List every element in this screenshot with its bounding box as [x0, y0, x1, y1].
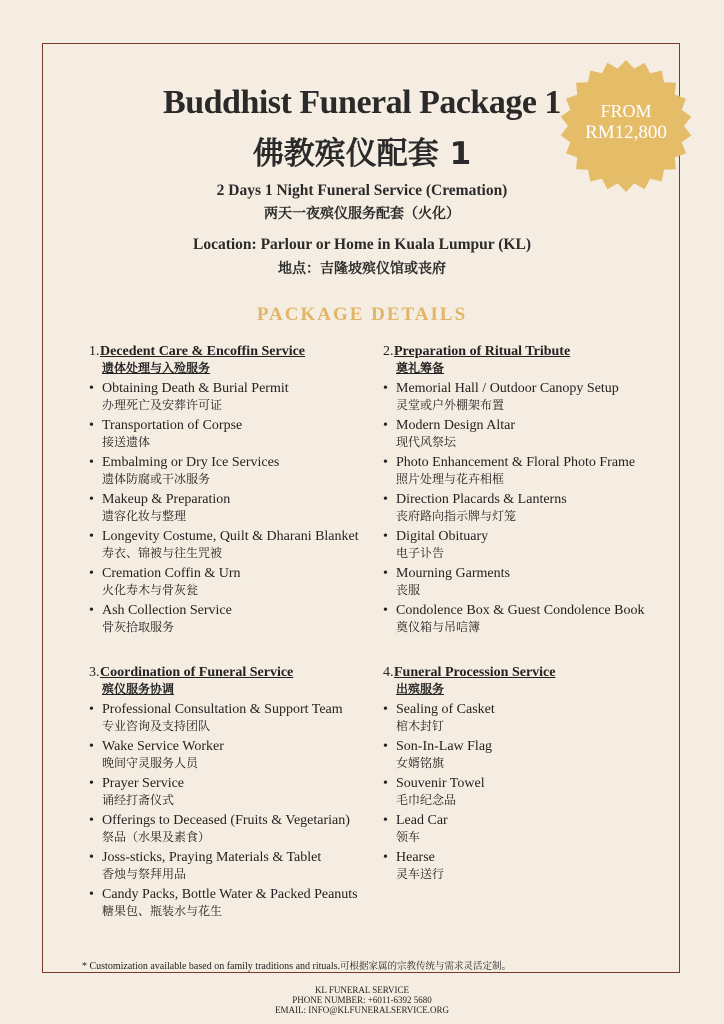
bullet-icon: •: [89, 455, 94, 470]
item-label-chinese: 毛巾纪念品: [396, 793, 457, 807]
item-label: Lead Car: [396, 813, 448, 828]
bullet-icon: •: [383, 850, 388, 865]
item-label: Obtaining Death & Burial Permit: [102, 381, 289, 396]
item-label-chinese: 香烛与祭拜用品: [102, 867, 187, 881]
bullet-icon: •: [89, 739, 94, 754]
section-number: 2.: [383, 344, 394, 359]
footer-company: KL FUNERAL SERVICE: [314, 985, 410, 995]
item-label: Direction Placards & Lanterns: [396, 492, 567, 507]
item-label: Offerings to Deceased (Fruits & Vegetarian): [102, 813, 350, 828]
item-label-chinese: 女婿铭旗: [396, 756, 445, 770]
list-item: [89, 775, 389, 809]
item-label: Joss-sticks, Praying Materials & Tablet: [102, 850, 322, 865]
bullet-icon: •: [383, 566, 388, 581]
section-items: [89, 701, 389, 920]
item-label: Prayer Service: [102, 776, 185, 791]
section-items: [89, 380, 389, 636]
bullet-icon: •: [383, 813, 388, 828]
bullet-icon: •: [383, 381, 388, 396]
item-label: Embalming or Dry Ice Services: [102, 455, 280, 470]
list-item: [383, 602, 683, 636]
section-heading: [89, 343, 389, 360]
section-title: Funeral Procession Service: [394, 665, 556, 680]
section-title-chinese: 奠礼筹备: [396, 361, 445, 375]
page-title: Buddhist Funeral Package 1: [163, 84, 561, 121]
list-item: [89, 849, 389, 883]
item-label: Photo Enhancement & Floral Photo Frame: [396, 455, 636, 470]
item-label-chinese: 骨灰拾取服务: [102, 620, 175, 634]
section-title-chinese: 遗体处理与入殓服务: [102, 361, 211, 375]
section-items: [383, 701, 683, 883]
bullet-icon: •: [383, 776, 388, 791]
location: Location: Parlour or Home in Kuala Lumpur (KL): [192, 236, 531, 253]
item-label-chinese: 寿衣、锦被与往生咒被: [102, 546, 223, 560]
item-label: Mourning Garments: [396, 566, 510, 581]
item-label-chinese: 专业咨询及支持团队: [102, 719, 211, 733]
section-ritual-tribute: [383, 343, 683, 636]
item-label: Souvenir Towel: [396, 776, 485, 791]
item-label-chinese: 火化寿木与骨灰瓮: [102, 583, 199, 597]
bullet-icon: •: [383, 492, 388, 507]
bullet-icon: •: [89, 566, 94, 581]
list-item: [383, 701, 683, 735]
list-item: [89, 565, 389, 599]
bullet-icon: •: [383, 529, 388, 544]
package-details-heading: PACKAGE DETAILS: [256, 304, 468, 325]
bullet-icon: •: [89, 850, 94, 865]
bullet-icon: •: [89, 381, 94, 396]
service-description-chinese: 两天一夜殡仪服务配套（火化）: [264, 206, 460, 222]
section-title: Decedent Care & Encoffin Service: [100, 344, 306, 359]
list-item: [89, 417, 389, 451]
item-label: Transportation of Corpse: [102, 418, 243, 433]
bullet-icon: •: [89, 529, 94, 544]
list-item: [89, 812, 389, 846]
item-label-chinese: 糖果包、瓶装水与花生: [102, 904, 223, 918]
item-label: Hearse: [396, 850, 435, 865]
list-item: [89, 738, 389, 772]
list-item: [383, 454, 683, 488]
bullet-icon: •: [383, 702, 388, 717]
item-label: Digital Obituary: [396, 529, 489, 544]
item-label: Memorial Hall / Outdoor Canopy Setup: [396, 381, 619, 396]
list-item: [383, 565, 683, 599]
item-label-chinese: 诵经打斋仪式: [102, 793, 175, 807]
item-label: Condolence Box & Guest Condolence Book: [396, 603, 645, 618]
item-label: Longevity Costume, Quilt & Dharani Blanket: [102, 529, 359, 544]
bullet-icon: •: [89, 776, 94, 791]
section-heading: [89, 664, 389, 681]
list-item: [89, 454, 389, 488]
page-title-chinese: 佛教殡仪配套 1: [252, 136, 472, 172]
item-label-chinese: 棺木封钉: [396, 719, 445, 733]
item-label-chinese: 遗容化妆与整理: [102, 509, 187, 523]
footnote-english: * Customization available based on family traditions and rituals.: [82, 961, 340, 972]
item-label-chinese: 接送遗体: [102, 435, 151, 449]
section-number: 3.: [89, 665, 100, 680]
bullet-icon: •: [89, 418, 94, 433]
bullet-icon: •: [89, 813, 94, 828]
item-label-chinese: 奠仪箱与吊唁簿: [396, 620, 481, 634]
list-item: [383, 528, 683, 562]
section-title-chinese: 殡仪服务协调: [102, 682, 175, 696]
list-item: [383, 812, 683, 846]
item-label-chinese: 丧府路向指示牌与灯笼: [396, 509, 517, 523]
badge-from-label: FROM: [600, 101, 652, 121]
item-label-chinese: 现代风祭坛: [396, 435, 457, 449]
section-decedent-care: [89, 343, 389, 636]
list-item: [383, 417, 683, 451]
item-label: Modern Design Altar: [396, 418, 515, 433]
list-item: [89, 701, 389, 735]
item-label: Sealing of Casket: [396, 702, 495, 717]
item-label-chinese: 照片处理与花卉相框: [396, 472, 505, 486]
location-chinese: 地点：吉隆坡殡仪馆或丧府: [278, 261, 446, 277]
item-label: Candy Packs, Bottle Water & Packed Peanuts: [102, 887, 358, 902]
item-label: Wake Service Worker: [102, 739, 224, 754]
section-title-chinese: 出殡服务: [396, 682, 445, 696]
list-item: [89, 528, 389, 562]
section-number: 4.: [383, 665, 394, 680]
item-label: Makeup & Preparation: [102, 492, 231, 507]
customization-footnote: [82, 958, 511, 972]
list-item: [383, 775, 683, 809]
list-item: [383, 849, 683, 883]
badge-price: RM12,800: [585, 122, 667, 143]
item-label-chinese: 晚间守灵服务人员: [102, 756, 199, 770]
footnote-chinese: 可根据家属的宗教传统与需求灵活定制。: [340, 961, 512, 972]
bullet-icon: •: [89, 492, 94, 507]
item-label-chinese: 祭品（水果及素食）: [102, 830, 211, 844]
list-item: [383, 738, 683, 772]
item-label-chinese: 电子讣告: [396, 546, 445, 560]
item-label: Ash Collection Service: [102, 603, 232, 618]
item-label-chinese: 灵堂或户外棚架布置: [396, 398, 505, 412]
bullet-icon: •: [89, 603, 94, 618]
bullet-icon: •: [383, 603, 388, 618]
section-procession: [383, 664, 683, 883]
bullet-icon: •: [383, 455, 388, 470]
section-items: [383, 380, 683, 636]
list-item: [383, 491, 683, 525]
service-description: 2 Days 1 Night Funeral Service (Cremation): [216, 182, 508, 199]
section-title: Preparation of Ritual Tribute: [394, 344, 571, 359]
list-item: [89, 886, 389, 920]
bullet-icon: •: [89, 887, 94, 902]
list-item: [89, 491, 389, 525]
item-label-chinese: 丧服: [396, 583, 421, 597]
item-label: Cremation Coffin & Urn: [102, 566, 241, 581]
item-label: Son-In-Law Flag: [396, 739, 493, 754]
section-number: 1.: [89, 344, 100, 359]
item-label-chinese: 办理死亡及安葬许可证: [102, 398, 223, 412]
section-heading: [383, 664, 683, 681]
section-heading: [383, 343, 683, 360]
footer-email[interactable]: EMAIL: INFO@KLFUNERALSERVICE.ORG: [274, 1005, 450, 1015]
footer-phone: PHONE NUMBER: +6011-6392 5680: [292, 995, 432, 1005]
item-label-chinese: 领车: [396, 830, 421, 844]
bullet-icon: •: [383, 418, 388, 433]
item-label-chinese: 遗体防腐或干冰服务: [102, 472, 211, 486]
section-coordination: [89, 664, 389, 920]
list-item: [89, 380, 389, 414]
bullet-icon: •: [383, 739, 388, 754]
list-item: [89, 602, 389, 636]
section-title: Coordination of Funeral Service: [100, 665, 294, 680]
list-item: [383, 380, 683, 414]
item-label-chinese: 灵车送行: [396, 867, 445, 881]
item-label: Professional Consultation & Support Team: [102, 702, 343, 717]
bullet-icon: •: [89, 702, 94, 717]
